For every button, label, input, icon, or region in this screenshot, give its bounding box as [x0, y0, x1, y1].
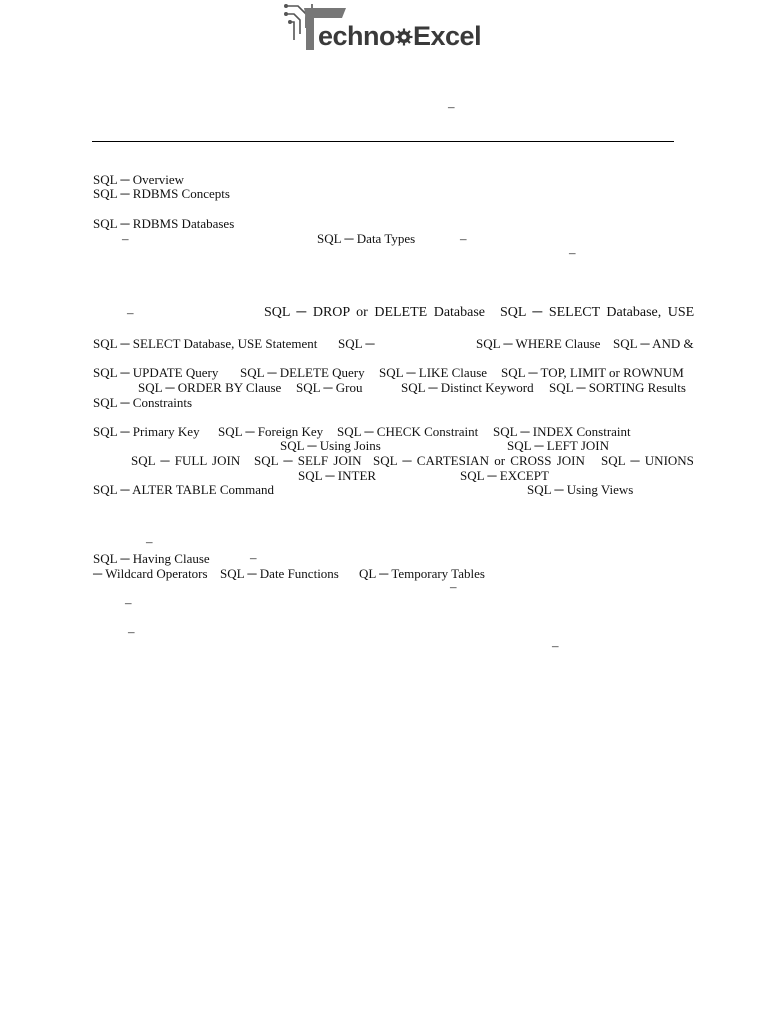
toc-item-alter-table: SQL ─ ALTER TABLE Command	[93, 482, 275, 497]
logo-text-mid: echno	[318, 21, 396, 51]
toc-item-group-by: SQL ─ Grou	[296, 380, 363, 395]
toc-dash: –	[460, 231, 467, 246]
toc-item-wildcard-operators: ─ Wildcard Operators	[93, 566, 208, 581]
toc-item-sql-fragment: SQL ─	[338, 336, 375, 351]
toc-item-data-types: SQL ─ Data Types	[317, 231, 416, 246]
toc-dash: –	[146, 534, 153, 549]
toc-dash: –	[250, 550, 257, 565]
toc-item-except: SQL ─ EXCEPT	[460, 468, 549, 483]
logo-text-right: Excel	[413, 21, 482, 51]
toc-dash: –	[122, 231, 129, 246]
toc-item-rdbms-concepts: SQL ─ RDBMS Concepts	[93, 186, 230, 201]
toc-item-delete-query: SQL ─ DELETE Query	[240, 365, 365, 380]
toc-item-and-or: SQL ─ AND &	[613, 336, 694, 351]
toc-item-cartesian-join: SQL ─ CARTESIAN or CROSS JOIN	[373, 453, 585, 468]
toc-item-select-use-statement: SQL ─ SELECT Database, USE Statement	[93, 336, 318, 351]
toc-item-temporary-tables: QL ─ Temporary Tables	[359, 566, 485, 581]
toc-item-index-constraint: SQL ─ INDEX Constraint	[493, 424, 631, 439]
toc-item-update-query: SQL ─ UPDATE Query	[93, 365, 219, 380]
toc-item-using-joins: SQL ─ Using Joins	[280, 438, 381, 453]
toc-dash: –	[128, 624, 135, 639]
gear-icon	[395, 22, 413, 40]
toc-item-distinct: SQL ─ Distinct Keyword	[401, 380, 534, 395]
toc-item-unions: SQL ─ UNIONS	[601, 453, 694, 468]
toc-item-check-constraint: SQL ─ CHECK Constraint	[337, 424, 479, 439]
logo-wordmark	[318, 21, 481, 52]
toc-item-using-views: SQL ─ Using Views	[527, 482, 634, 497]
toc-dash: –	[552, 638, 559, 653]
toc-item-foreign-key: SQL ─ Foreign Key	[218, 424, 324, 439]
toc-item-date-functions: SQL ─ Date Functions	[220, 566, 339, 581]
toc-item-overview: SQL ─ Overview	[93, 172, 185, 187]
toc-item-self-join: SQL ─ SELF JOIN	[254, 453, 362, 468]
toc-item-primary-key: SQL ─ Primary Key	[93, 424, 200, 439]
toc-dash: –	[450, 579, 457, 594]
toc-item-left-join: SQL ─ LEFT JOIN	[507, 438, 610, 453]
toc-item-rdbms-databases: SQL ─ RDBMS Databases	[93, 216, 235, 231]
toc-item-drop-database: SQL ─ DROP or DELETE Database	[264, 305, 486, 320]
toc-item-full-join: SQL ─ FULL JOIN	[131, 453, 241, 468]
toc-item-like-clause: SQL ─ LIKE Clause	[379, 365, 488, 380]
toc-dash: –	[127, 305, 134, 320]
toc-item-where-clause: SQL ─ WHERE Clause	[476, 336, 601, 351]
toc-item-top-limit: SQL ─ TOP, LIMIT or ROWNUM	[501, 365, 684, 380]
toc-item-having-clause: SQL ─ Having Clause	[93, 551, 210, 566]
toc-dash: –	[569, 245, 576, 260]
toc-item-order-by: SQL ─ ORDER BY Clause	[138, 380, 282, 395]
toc-item-sorting: SQL ─ SORTING Results	[549, 380, 686, 395]
toc-dash: –	[125, 595, 132, 610]
header-rule	[92, 141, 674, 142]
header-dash: –	[448, 99, 455, 114]
toc-item-select-database: SQL ─ SELECT Database, USE	[500, 305, 695, 320]
toc-item-constraints: SQL ─ Constraints	[93, 395, 193, 410]
toc-item-intersect: SQL ─ INTER	[298, 468, 377, 483]
